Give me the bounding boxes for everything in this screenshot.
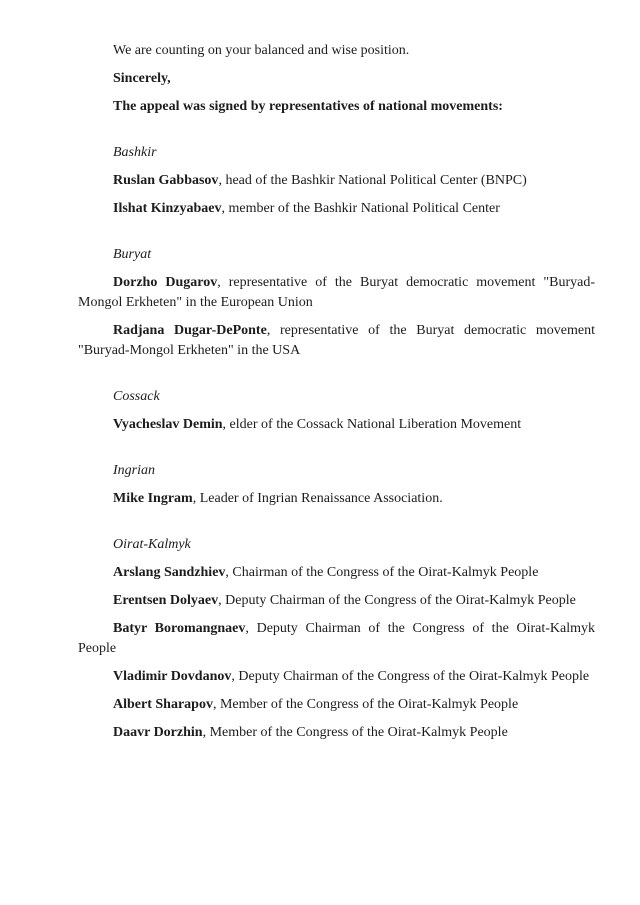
signatory-list (78, 489, 595, 509)
signatory-section (78, 387, 595, 435)
signatory-section (78, 143, 595, 219)
signatory-list (78, 415, 595, 435)
signatory-role: , representative of the Buryat democratic movement "Buryad-Mongol Erkheten" in the European Union (78, 275, 595, 310)
signatory-section (78, 245, 595, 361)
signatory-section (78, 461, 595, 509)
signed-heading: The appeal was signed by representatives of national movements: (113, 99, 503, 114)
signatory-line (78, 667, 595, 687)
signatory-role: , Member of the Congress of the Oirat-Kalmyk People (202, 725, 508, 740)
signatory-role: , elder of the Cossack National Liberation Movement (222, 417, 522, 432)
signatory-name: Dorzho Dugarov (113, 275, 218, 290)
signatory-line (78, 489, 595, 509)
signatory-line (78, 415, 595, 435)
sincerely-line: Sincerely, (113, 71, 171, 86)
signatory-name: Vladimir Dovdanov (113, 669, 232, 684)
signatory-role: , Deputy Chairman of the Congress of the Oirat-Kalmyk People (218, 593, 576, 608)
signatory-name: Erentsen Dolyaev (113, 593, 219, 608)
signatory-list (78, 171, 595, 219)
closing-line: We are counting on your balanced and wise position. (113, 43, 410, 58)
signatory-list (78, 563, 595, 743)
signatory-name: Radjana Dugar-DePonte (113, 323, 267, 338)
signatory-line (78, 199, 595, 219)
signatory-name: Mike Ingram (113, 491, 193, 506)
group-name: Bashkir (113, 145, 157, 160)
group-name: Ingrian (113, 463, 155, 478)
signatory-line (78, 171, 595, 191)
signatory-name: Batyr Boromangnaev (113, 621, 246, 636)
signatory-role: , Member of the Congress of the Oirat-Kalmyk People (212, 697, 519, 712)
signatory-line (78, 591, 595, 611)
group-name: Buryat (113, 247, 152, 262)
group-name: Cossack (113, 389, 160, 404)
signatory-name: Ruslan Gabbasov (113, 173, 219, 188)
signatory-line (78, 321, 595, 361)
signatory-line (78, 695, 595, 715)
signatory-role: , head of the Bashkir National Political Center (BNPC) (218, 173, 527, 188)
signatory-line (78, 273, 595, 313)
signatory-list (78, 273, 595, 361)
signatory-role: , Chairman of the Congress of the Oirat-Kalmyk People (225, 565, 539, 580)
signatory-sections (78, 143, 595, 743)
signatory-section (78, 535, 595, 743)
signatory-role: , Deputy Chairman of the Congress of the Oirat-Kalmyk People (78, 621, 595, 656)
signatory-line (78, 563, 595, 583)
signatory-role: , Deputy Chairman of the Congress of the Oirat-Kalmyk People (231, 669, 590, 684)
signatory-line (78, 619, 595, 659)
signatory-role: , member of the Bashkir National Political Center (221, 201, 500, 216)
signatory-name: Arslang Sandzhiev (113, 565, 226, 580)
signatory-name: Ilshat Kinzyabaev (113, 201, 222, 216)
signatory-name: Albert Sharapov (113, 697, 213, 712)
group-name: Oirat-Kalmyk (113, 537, 191, 552)
signatory-name: Vyacheslav Demin (113, 417, 223, 432)
signatory-name: Daavr Dorzhin (113, 725, 203, 740)
signatory-role: , representative of the Buryat democratic movement "Buryad-Mongol Erkheten" in the USA (78, 323, 595, 358)
signatory-line (78, 723, 595, 743)
signatory-role: , Leader of Ingrian Renaissance Association. (192, 491, 443, 506)
